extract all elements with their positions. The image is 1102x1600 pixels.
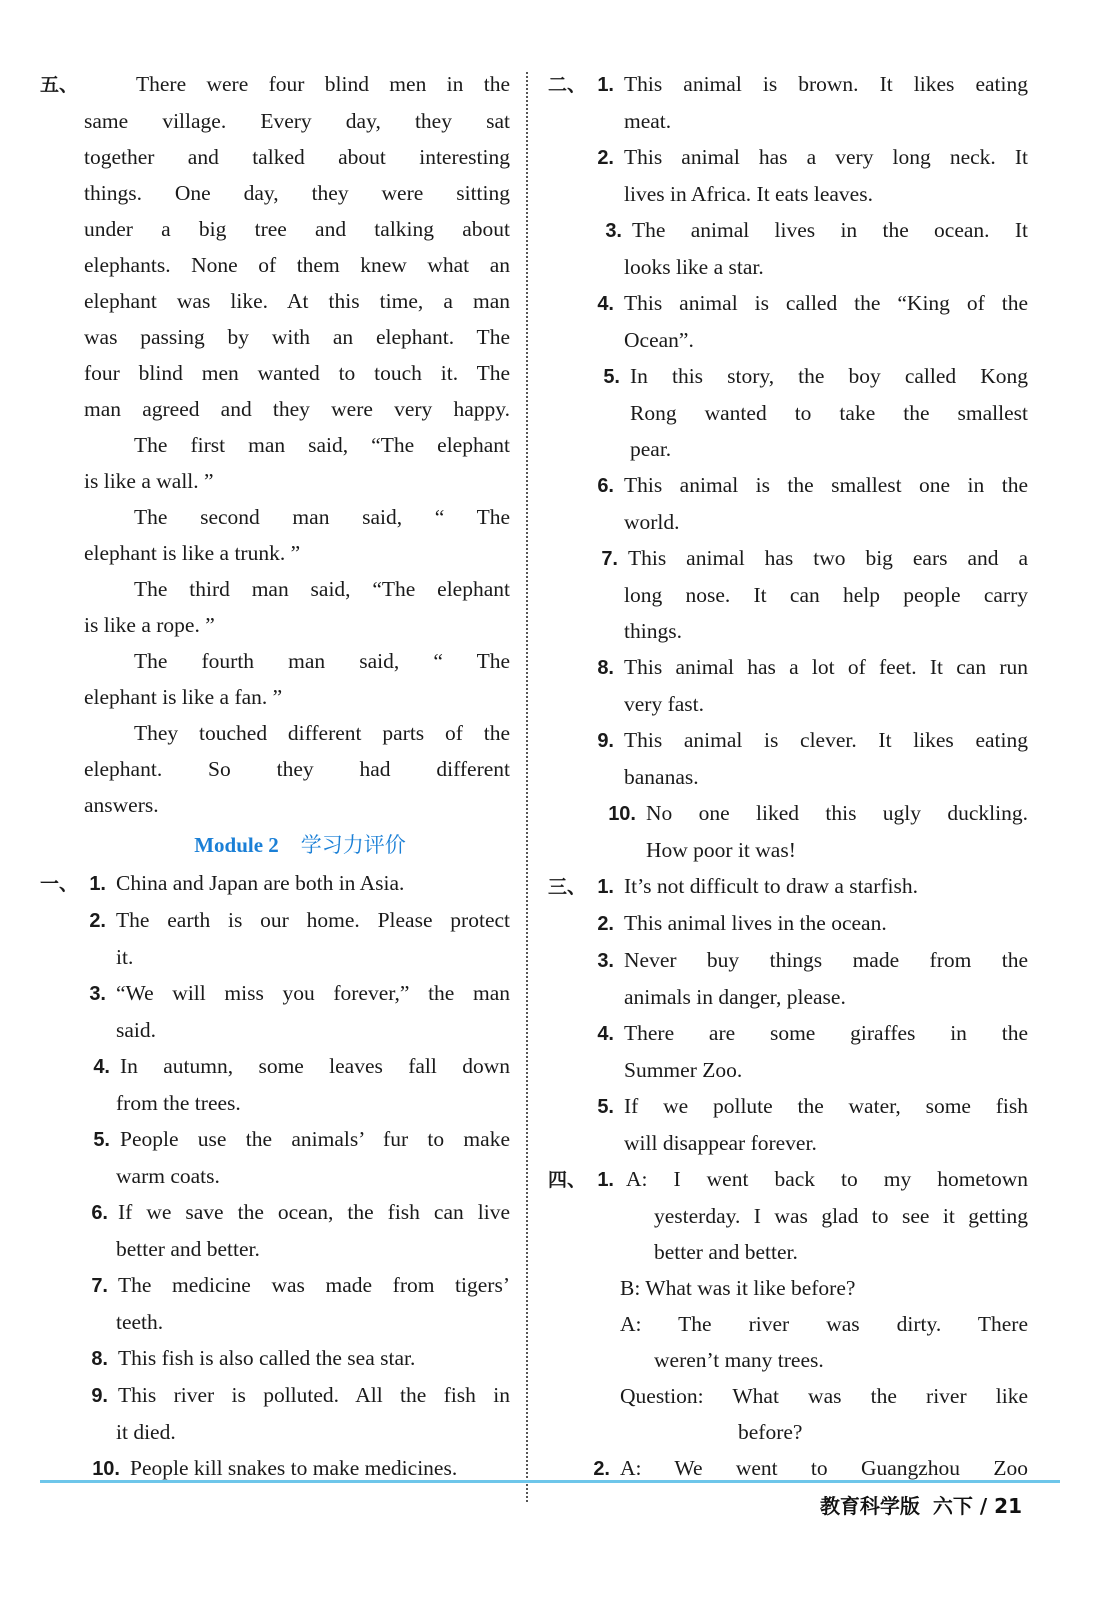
list-item: 4. There are some giraffes in the <box>597 1021 1028 1045</box>
list-item: 7. This animal has two big ears and a <box>601 546 1028 570</box>
list-item: 5. If we pollute the water, some fish <box>597 1094 1028 1118</box>
page-number: 21 <box>994 1494 1022 1518</box>
right-column <box>548 66 1028 1487</box>
list-item: 3. “We will miss you forever,” the man <box>89 981 510 1005</box>
module-title: Module 2 <box>194 833 279 857</box>
list-item: 6. This animal is the smallest one in the <box>597 473 1028 497</box>
left-column <box>40 66 510 1487</box>
passage: same village. Every day, they sat together and talked about interesting things. One day, they were sitting under a big tree and talking about elephants. None of them knew what an elephant was like. At this time, a man was passing by with an elephant. The four blind men wanted to touch it. The man agreed and they were very happy. The first man said, “The elephant is like a wall. ” The second man said, “ The elephant is like a trunk. ” The third man said, “The elephant is like a rope. ” The fourth man said, “ The elephant is like a fan. ” They touched different parts of the elephant. So they had different answers. <box>84 109 510 817</box>
list-item: 2. This animal lives in the ocean. <box>597 911 887 935</box>
section-four: 四、 1. A: I went back to my hometown yesterday. I was glad to see it getting better and better. B: What was it like before? A: The river was dirty. There weren’t many trees. Question: What was the river like before? 2. A: We went to Guangzhou Zoo <box>548 1161 1028 1487</box>
list-item: 一、 1. China and Japan are both in Asia. <box>40 865 510 902</box>
list-item: 5. In this story, the boy called Kong <box>603 364 1028 388</box>
list-item: 2. This animal has a very long neck. It <box>597 145 1028 169</box>
module-subtitle: 学习力评价 <box>300 833 406 857</box>
list-item: 2. A: We went to Guangzhou Zoo <box>593 1456 1028 1480</box>
list-item: 8. This animal has a lot of feet. It can run <box>597 655 1028 679</box>
section-three-label: 三、 <box>548 876 587 898</box>
section-one-label: 一、 <box>40 873 79 895</box>
list-item: 10. People kill snakes to make medicines. <box>92 1456 458 1480</box>
section-three: 三、 1. It’s not difficult to draw a starfish. 2. This animal lives in the ocean. 3. Never buy things made from the animals in danger, please. 4. There are some giraffes in the Summer Zoo. 5. If we pollute the water, some fish will disappear forever. <box>548 868 1028 1161</box>
section-four-label: 四、 <box>548 1169 587 1191</box>
list-item: 10. No one liked this ugly duckling. <box>608 801 1028 825</box>
list-item: 三、 1. It’s not difficult to draw a starfish. <box>548 868 1028 905</box>
section-five-label: 五、 <box>40 74 79 96</box>
list-item: 8. This fish is also called the sea star. <box>91 1346 416 1370</box>
list-item: 9. This animal is clever. It likes eating <box>597 728 1028 752</box>
page-footer <box>820 1490 1022 1519</box>
module-heading <box>90 825 510 865</box>
list-item: 5. People use the animals’ fur to make <box>93 1127 510 1151</box>
page-separator: / <box>979 1494 995 1518</box>
list-item: 二、 1. This animal is brown. It likes eating <box>548 66 1028 103</box>
list-item: 3. Never buy things made from the <box>597 948 1028 972</box>
list-item: 9. This river is polluted. All the fish in <box>91 1383 510 1407</box>
list-item: 6. If we save the ocean, the fish can live <box>91 1200 510 1224</box>
grade-label: 六下 <box>932 1494 973 1518</box>
list-item: 4. This animal is called the “King of the <box>597 291 1028 315</box>
section-one: 一、 1. China and Japan are both in Asia. 2. The earth is our home. Please protect it. 3. “We will miss you forever,” the man said. 4. In autumn, some leaves fall down from the trees. 5. People use the animals’ fur to make warm coats. 6. If we save the ocean, the fish can live better and better. 7. The medicine was made from tigers’ teeth. 8. This fish is also called the sea star. 9. This river is polluted. All the fish in it died. 10. People kill snakes to make medicines. <box>40 865 510 1487</box>
list-item: 4. In autumn, some leaves fall down <box>93 1054 510 1078</box>
list-item: 四、 1. A: I went back to my hometown <box>548 1161 1028 1198</box>
list-item: 2. The earth is our home. Please protect <box>89 908 510 932</box>
footer-rule <box>40 1480 1060 1483</box>
section-two-label: 二、 <box>548 74 587 96</box>
list-item: 3. The animal lives in the ocean. It <box>605 218 1028 242</box>
passage-first-line: 五、 There were four blind men in the <box>40 66 510 103</box>
column-divider <box>526 72 528 1502</box>
list-item: 7. The medicine was made from tigers’ <box>91 1273 510 1297</box>
edition-label: 教育科学版 <box>819 1494 920 1518</box>
section-two: 二、 1. This animal is brown. It likes eating meat. 2. This animal has a very long neck. It lives in Africa. It eats leaves. 3. The animal lives in the ocean. It looks like a star. 4. This animal is called the “King of the Ocean”. 5. In this story, the boy called Kong Rong wanted to take the smallest pear. 6. This animal is the smallest one in the world. 7. This animal has two big ears and a long nose. It can help people carry things. 8. This animal has a lot of feet. It can run very fast. 9. This animal is clever. It likes eating bananas. 10. No one liked this ugly duckling. How poor it was! <box>548 66 1028 868</box>
